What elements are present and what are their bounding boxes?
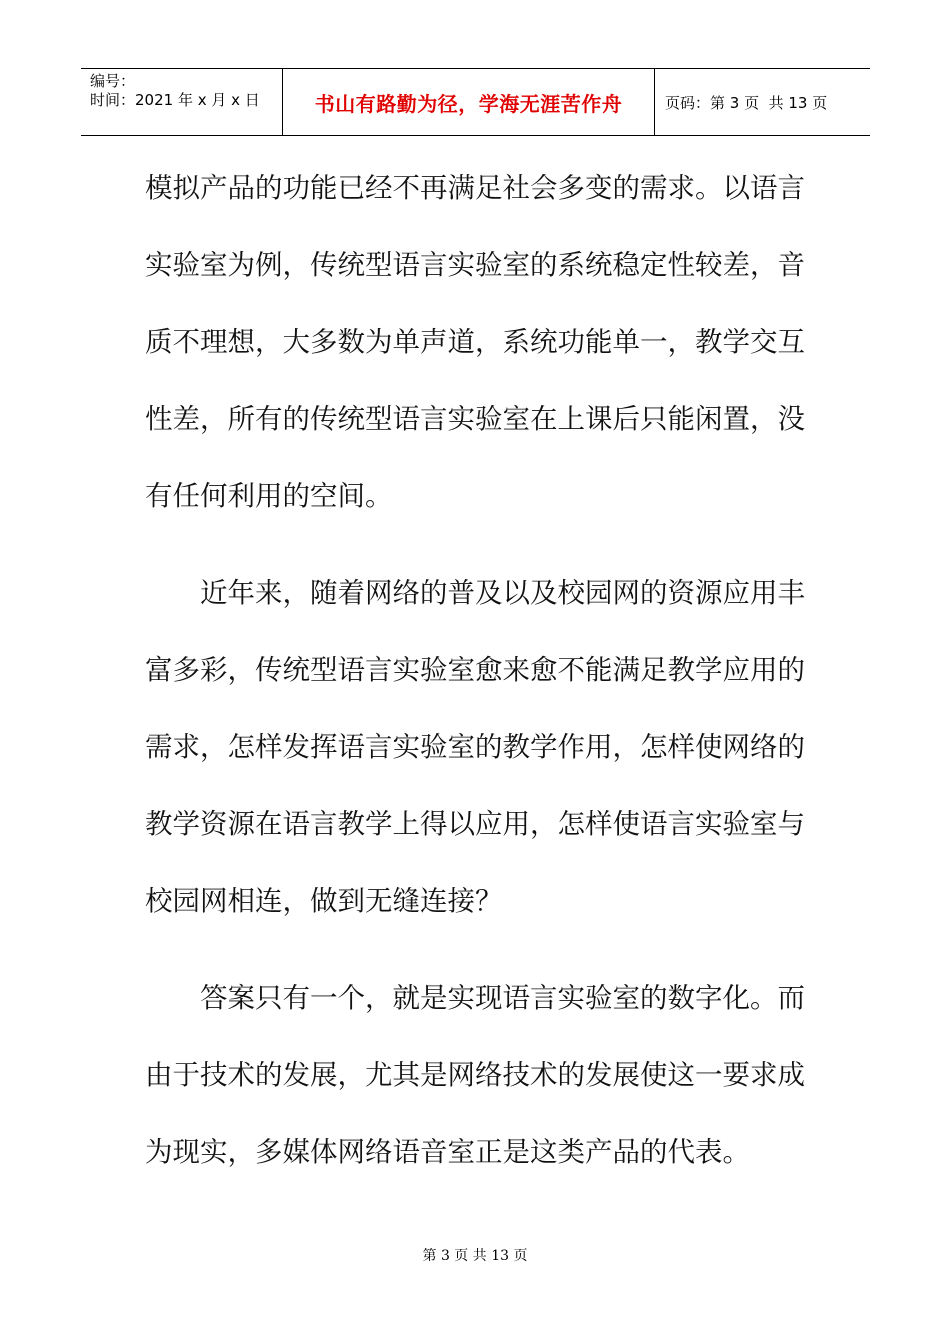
motto-text: 书山有路勤为径，学海无涯苦作舟 <box>314 91 623 116</box>
header-page-cell <box>655 69 870 135</box>
date-label: 时间：2021 年 x 月 x 日 <box>90 91 260 109</box>
page-footer: 第 3 页 共 13 页 <box>422 1248 528 1264</box>
header-page-info: 页码：第 3 页 共 13 页 <box>665 93 828 112</box>
paragraph-2: 近年来，随着网络的普及以及校园网的资源应用丰富多彩，传统型语言实验室愈来愈不能满足教学应用的需求，怎样发挥语言实验室的教学作用，怎样使网络的教学资源在语言教学上得以应用，怎样使语言实验室与校园网相连，做到无缝连接？ <box>145 577 805 917</box>
document-body <box>145 150 805 1191</box>
header-meta-cell <box>81 69 282 135</box>
page-header <box>81 68 870 136</box>
paragraph-3: 答案只有一个，就是实现语言实验室的数字化。而由于技术的发展，尤其是网络技术的发展使这一要求成为现实，多媒体网络语音室正是这类产品的代表。 <box>145 982 805 1168</box>
header-motto-cell <box>282 69 655 135</box>
paragraph-1: 模拟产品的功能已经不再满足社会多变的需求。以语言实验室为例，传统型语言实验室的系统稳定性较差，音质不理想，大多数为单声道，系统功能单一，教学交互性差，所有的传统型语言实验室在上课后只能闲置，没有任何利用的空间。 <box>145 172 805 512</box>
serial-number-label: 编号： <box>90 72 136 90</box>
